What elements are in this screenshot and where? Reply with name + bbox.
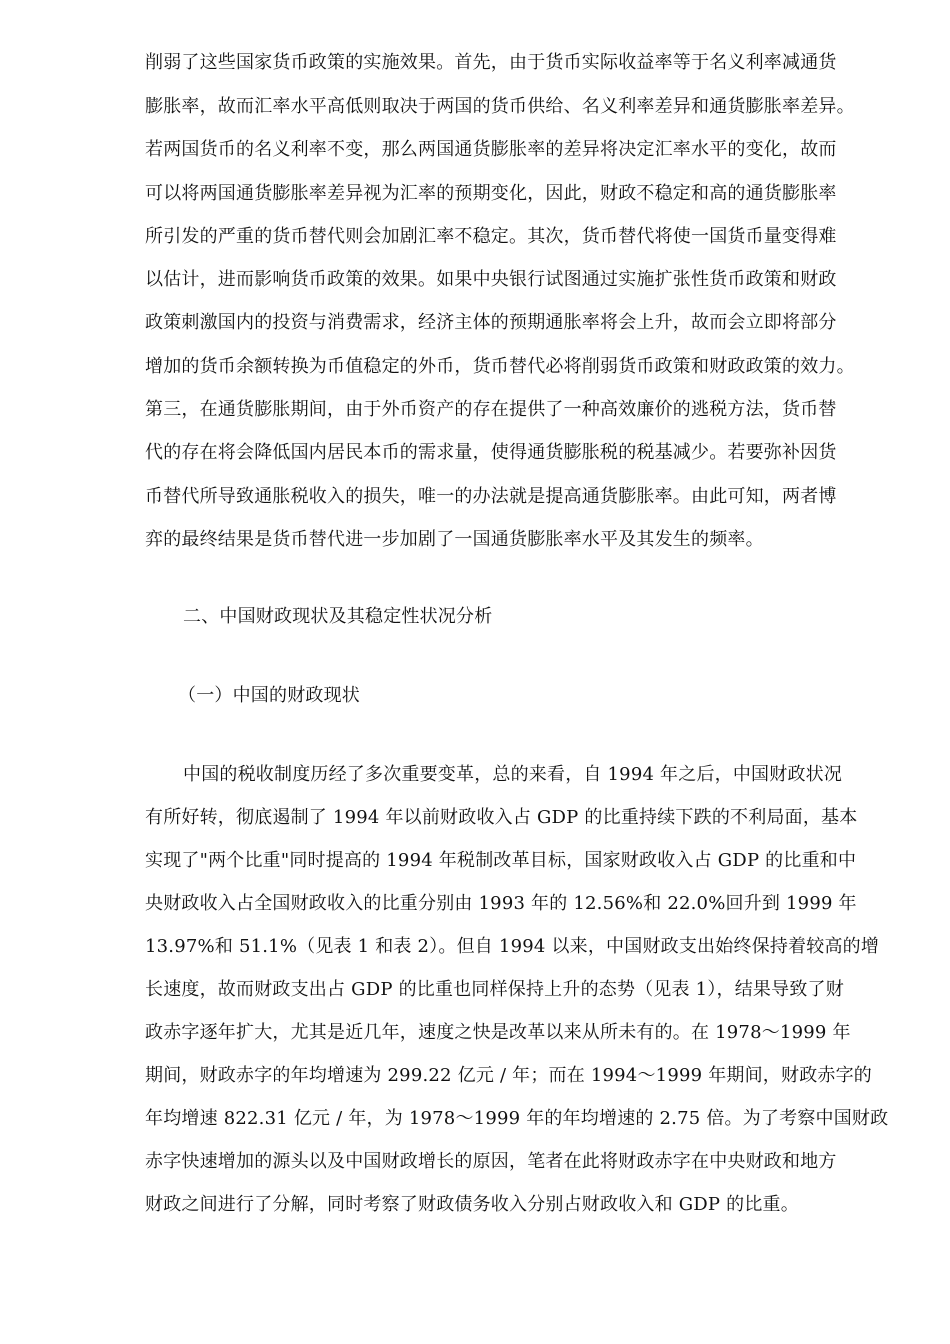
paragraph-1-line: 弈的最终结果是货币替代进一步加剧了一国通货膨胀率水平及其发生的频率。 (145, 529, 764, 550)
paragraph-2-line: 赤字快速增加的源头以及中国财政增长的原因，笔者在此将财政赤字在中央财政和地方 (145, 1151, 837, 1172)
paragraph-1-line: 削弱了这些国家货币政策的实施效果。首先，由于货币实际收益率等于名义利率减通货 (145, 52, 837, 73)
paragraph-2-line: 长速度，故而财政支出占 GDP 的比重也同样保持上升的态势（见表 1），结果导致了财 (145, 979, 844, 1000)
section-heading: 二、中国财政现状及其稳定性状况分析 (183, 606, 493, 627)
paragraph-1-line: 第三，在通货膨胀期间，由于外币资产的存在提供了一种高效廉价的逃税方法，货币替 (145, 399, 837, 420)
paragraph-1-line: 若两国货币的名义利率不变，那么两国通货膨胀率的差异将决定汇率水平的变化，故而 (145, 139, 837, 160)
paragraph-1-line: 可以将两国通货膨胀率差异视为汇率的预期变化，因此，财政不稳定和高的通货膨胀率 (145, 183, 837, 204)
paragraph-1-line: 膨胀率，故而汇率水平高低则取决于两国的货币供给、名义利率差异和通货膨胀率差异。 (145, 96, 855, 117)
paragraph-1-line: 增加的货币余额转换为币值稳定的外币，货币替代必将削弱货币政策和财政政策的效力。 (145, 356, 855, 377)
subsection-heading: （一）中国的财政现状 (178, 685, 360, 706)
paragraph-2-line: 政赤字逐年扩大，尤其是近几年，速度之快是改革以来从所未有的。在 1978～1999 年 (145, 1022, 851, 1043)
paragraph-2-line: 中国的税收制度历经了多次重要变革，总的来看，自 1994 年之后，中国财政状况 (183, 764, 843, 785)
paragraph-2-line: 13.97%和 51.1%（见表 1 和表 2）。但自 1994 以来，中国财政支出始终保持着较高的增 (145, 936, 880, 957)
paragraph-1-line: 代的存在将会降低国内居民本币的需求量，使得通货膨胀税的税基减少。若要弥补因货 (145, 442, 837, 463)
paragraph-2-line: 期间，财政赤字的年均增速为 299.22 亿元 / 年；而在 1994～1999 年期间，财政赤字的 (145, 1065, 872, 1086)
paragraph-2-line: 有所好转，彻底遏制了 1994 年以前财政收入占 GDP 的比重持续下跌的不利局面，基本 (145, 807, 858, 828)
paragraph-1-line: 币替代所导致通胀税收入的损失，唯一的办法就是提高通货膨胀率。由此可知，两者博 (145, 486, 837, 507)
paragraph-1-line: 政策刺激国内的投资与消费需求，经济主体的预期通胀率将会上升，故而会立即将部分 (145, 312, 837, 333)
paragraph-2-line: 年均增速 822.31 亿元 / 年，为 1978～1999 年的年均增速的 2.75 倍。为了考察中国财政 (145, 1108, 889, 1129)
paragraph-2-line: 央财政收入占全国财政收入的比重分别由 1993 年的 12.56%和 22.0%回升到 1999 年 (145, 893, 857, 914)
paragraph-2-line: 实现了"两个比重"同时提高的 1994 年税制改革目标，国家财政收入占 GDP 的比重和中 (145, 850, 857, 871)
paragraph-2-line: 财政之间进行了分解，同时考察了财政债务收入分别占财政收入和 GDP 的比重。 (145, 1194, 799, 1215)
paragraph-1-line: 所引发的严重的货币替代则会加剧汇率不稳定。其次，货币替代将使一国货币量变得难 (145, 226, 837, 247)
paragraph-1-line: 以估计，进而影响货币政策的效果。如果中央银行试图通过实施扩张性货币政策和财政 (145, 269, 837, 290)
